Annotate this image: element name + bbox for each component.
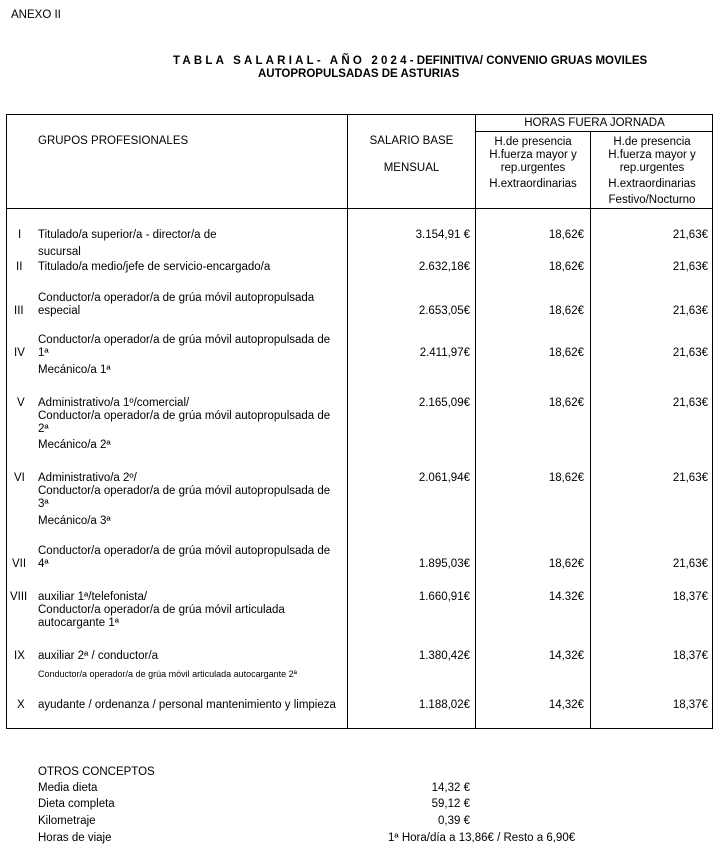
concept-label: Dieta completa (38, 798, 115, 810)
hours-a-value: 18,62€ (548, 305, 584, 317)
salary-value: 1.380,42€ (418, 650, 470, 662)
group-description: 4ª (38, 558, 49, 570)
hours-a-value: 18,62€ (548, 229, 584, 241)
group-description: Conductor/a operador/a de grúa móvil autopropulsada de (38, 485, 331, 497)
salary-value: 2.165,09€ (418, 397, 470, 409)
hours-b-value: 21,63€ (672, 347, 708, 359)
group-description: Titulado/a medio/jefe de servicio-encargado/a (38, 261, 271, 273)
header-col-b-line: H.extraordinarias (608, 178, 696, 190)
hours-b-value: 21,63€ (672, 305, 708, 317)
hours-a-value: 14.32€ (548, 591, 584, 603)
group-description: Mecánico/a 1ª (38, 364, 111, 376)
concept-label: Horas de viaje (38, 832, 112, 844)
header-col-b-line: rep.urgentes (619, 162, 685, 174)
header-col-a-line: H.de presencia (494, 136, 572, 148)
hours-b-value: 21,63€ (672, 472, 708, 484)
group-number: VI (14, 472, 25, 484)
group-description: auxiliar 1ª/telefonista/ (38, 591, 148, 603)
document-subtitle: AUTOPROPULSADAS DE ASTURIAS (258, 68, 460, 80)
hours-a-value: 14,32€ (548, 650, 584, 662)
hours-a-value: 18,62€ (548, 347, 584, 359)
column-divider (347, 114, 348, 729)
group-description: Conductor/a operador/a de grúa móvil autopropulsada de (38, 410, 331, 422)
group-description: 2ª (38, 423, 49, 435)
group-description: 3ª (38, 498, 49, 510)
salary-value: 1.188,02€ (418, 699, 470, 711)
header-bottom-line (6, 208, 713, 209)
header-salary-line2: MENSUAL (383, 162, 440, 174)
group-number: II (16, 261, 23, 273)
group-description: Mecánico/a 3ª (38, 515, 111, 527)
header-col-a (476, 136, 590, 191)
document-title (173, 55, 647, 68)
header-salary-line1: SALARIO BASE (369, 135, 454, 147)
concept-value: 14,32 € (431, 782, 470, 794)
header-col-b-line: H.de presencia (613, 136, 691, 148)
hours-b-value: 21,63€ (672, 558, 708, 570)
salary-value: 2.061,94€ (418, 472, 470, 484)
hours-a-value: 18,62€ (548, 558, 584, 570)
group-description: Administrativo/a 2º/ (38, 472, 137, 484)
concept-value: 0,39 € (438, 815, 470, 827)
group-number: IX (14, 650, 25, 662)
group-number: X (17, 699, 25, 711)
concept-value: 59,12 € (431, 798, 470, 810)
group-description: Conductor/a operador/a de grúa móvil autopropulsada de (38, 545, 331, 557)
group-description: sucursal (38, 246, 81, 258)
header-col-a-line: H.extraordinarias (489, 178, 577, 190)
other-concepts-title: OTROS CONCEPTOS (38, 766, 155, 778)
concept-value: 1ª Hora/día a 13,86€ / Resto a 6,90€ (388, 832, 576, 844)
hours-b-value: 21,63€ (672, 229, 708, 241)
salary-value: 2.632,18€ (418, 261, 470, 273)
group-description: autocargante 1ª (38, 617, 119, 629)
group-number: VIII (10, 591, 28, 603)
hours-b-value: 18,37€ (672, 650, 708, 662)
header-groups: GRUPOS PROFESIONALES (38, 135, 189, 147)
group-description: Conductor/a operador/a de grúa móvil autopropulsada (38, 292, 315, 304)
group-number: V (17, 397, 25, 409)
group-description: Conductor/a operador/a de grúa móvil articulada autocargante 2ª (38, 669, 297, 679)
group-description: auxiliar 2ª / conductor/a (38, 650, 158, 662)
hours-a-value: 18,62€ (548, 397, 584, 409)
concept-label: Kilometraje (38, 815, 96, 827)
group-description: especial (38, 305, 81, 317)
header-subdivider (475, 131, 713, 132)
group-description: Mecánico/a 2ª (38, 439, 111, 451)
group-description: ayudante / ordenanza / personal mantenimiento y limpieza (38, 699, 336, 711)
column-divider (590, 131, 591, 729)
header-col-b (591, 136, 713, 207)
hours-a-value: 14,32€ (548, 699, 584, 711)
header-col-a-line: rep.urgentes (500, 162, 566, 174)
group-description: Conductor/a operador/a de grúa móvil autopropulsada de (38, 334, 331, 346)
group-number: III (14, 305, 24, 317)
hours-b-value: 18,37€ (672, 699, 708, 711)
column-divider (475, 114, 476, 729)
salary-value: 3.154,91 € (415, 229, 470, 241)
group-number: VII (12, 558, 27, 570)
title-spaced-part: TABLA SALARIAL- AÑO 2024 (173, 55, 410, 67)
group-description: Conductor/a operador/a de grúa móvil articulada (38, 604, 285, 616)
header-col-b-line: Festivo/Nocturno (608, 194, 696, 206)
group-number: IV (14, 347, 25, 359)
group-description: 1ª (38, 347, 49, 359)
hours-b-value: 21,63€ (672, 397, 708, 409)
salary-value: 2.653,05€ (418, 305, 470, 317)
hours-b-value: 18,37€ (672, 591, 708, 603)
header-col-b-line: H.fuerza mayor y (608, 149, 696, 161)
header-col-a-line: H.fuerza mayor y (489, 149, 577, 161)
group-description: Administrativo/a 1º/comercial/ (38, 397, 190, 409)
hours-b-value: 21,63€ (672, 261, 708, 273)
group-number: I (18, 229, 22, 241)
annex-label: ANEXO II (11, 9, 61, 21)
salary-value: 1.895,03€ (418, 558, 470, 570)
group-description: Titulado/a superior/a - director/a de (38, 229, 217, 241)
title-rest: - DEFINITIVA/ CONVENIO GRUAS MOVILES (409, 55, 648, 67)
concept-label: Media dieta (38, 782, 98, 794)
header-overtime-group: HORAS FUERA JORNADA (524, 117, 665, 129)
hours-a-value: 18,62€ (548, 261, 584, 273)
salary-value: 1.660,91€ (418, 591, 470, 603)
hours-a-value: 18,62€ (548, 472, 584, 484)
salary-value: 2.411,97€ (419, 347, 470, 359)
